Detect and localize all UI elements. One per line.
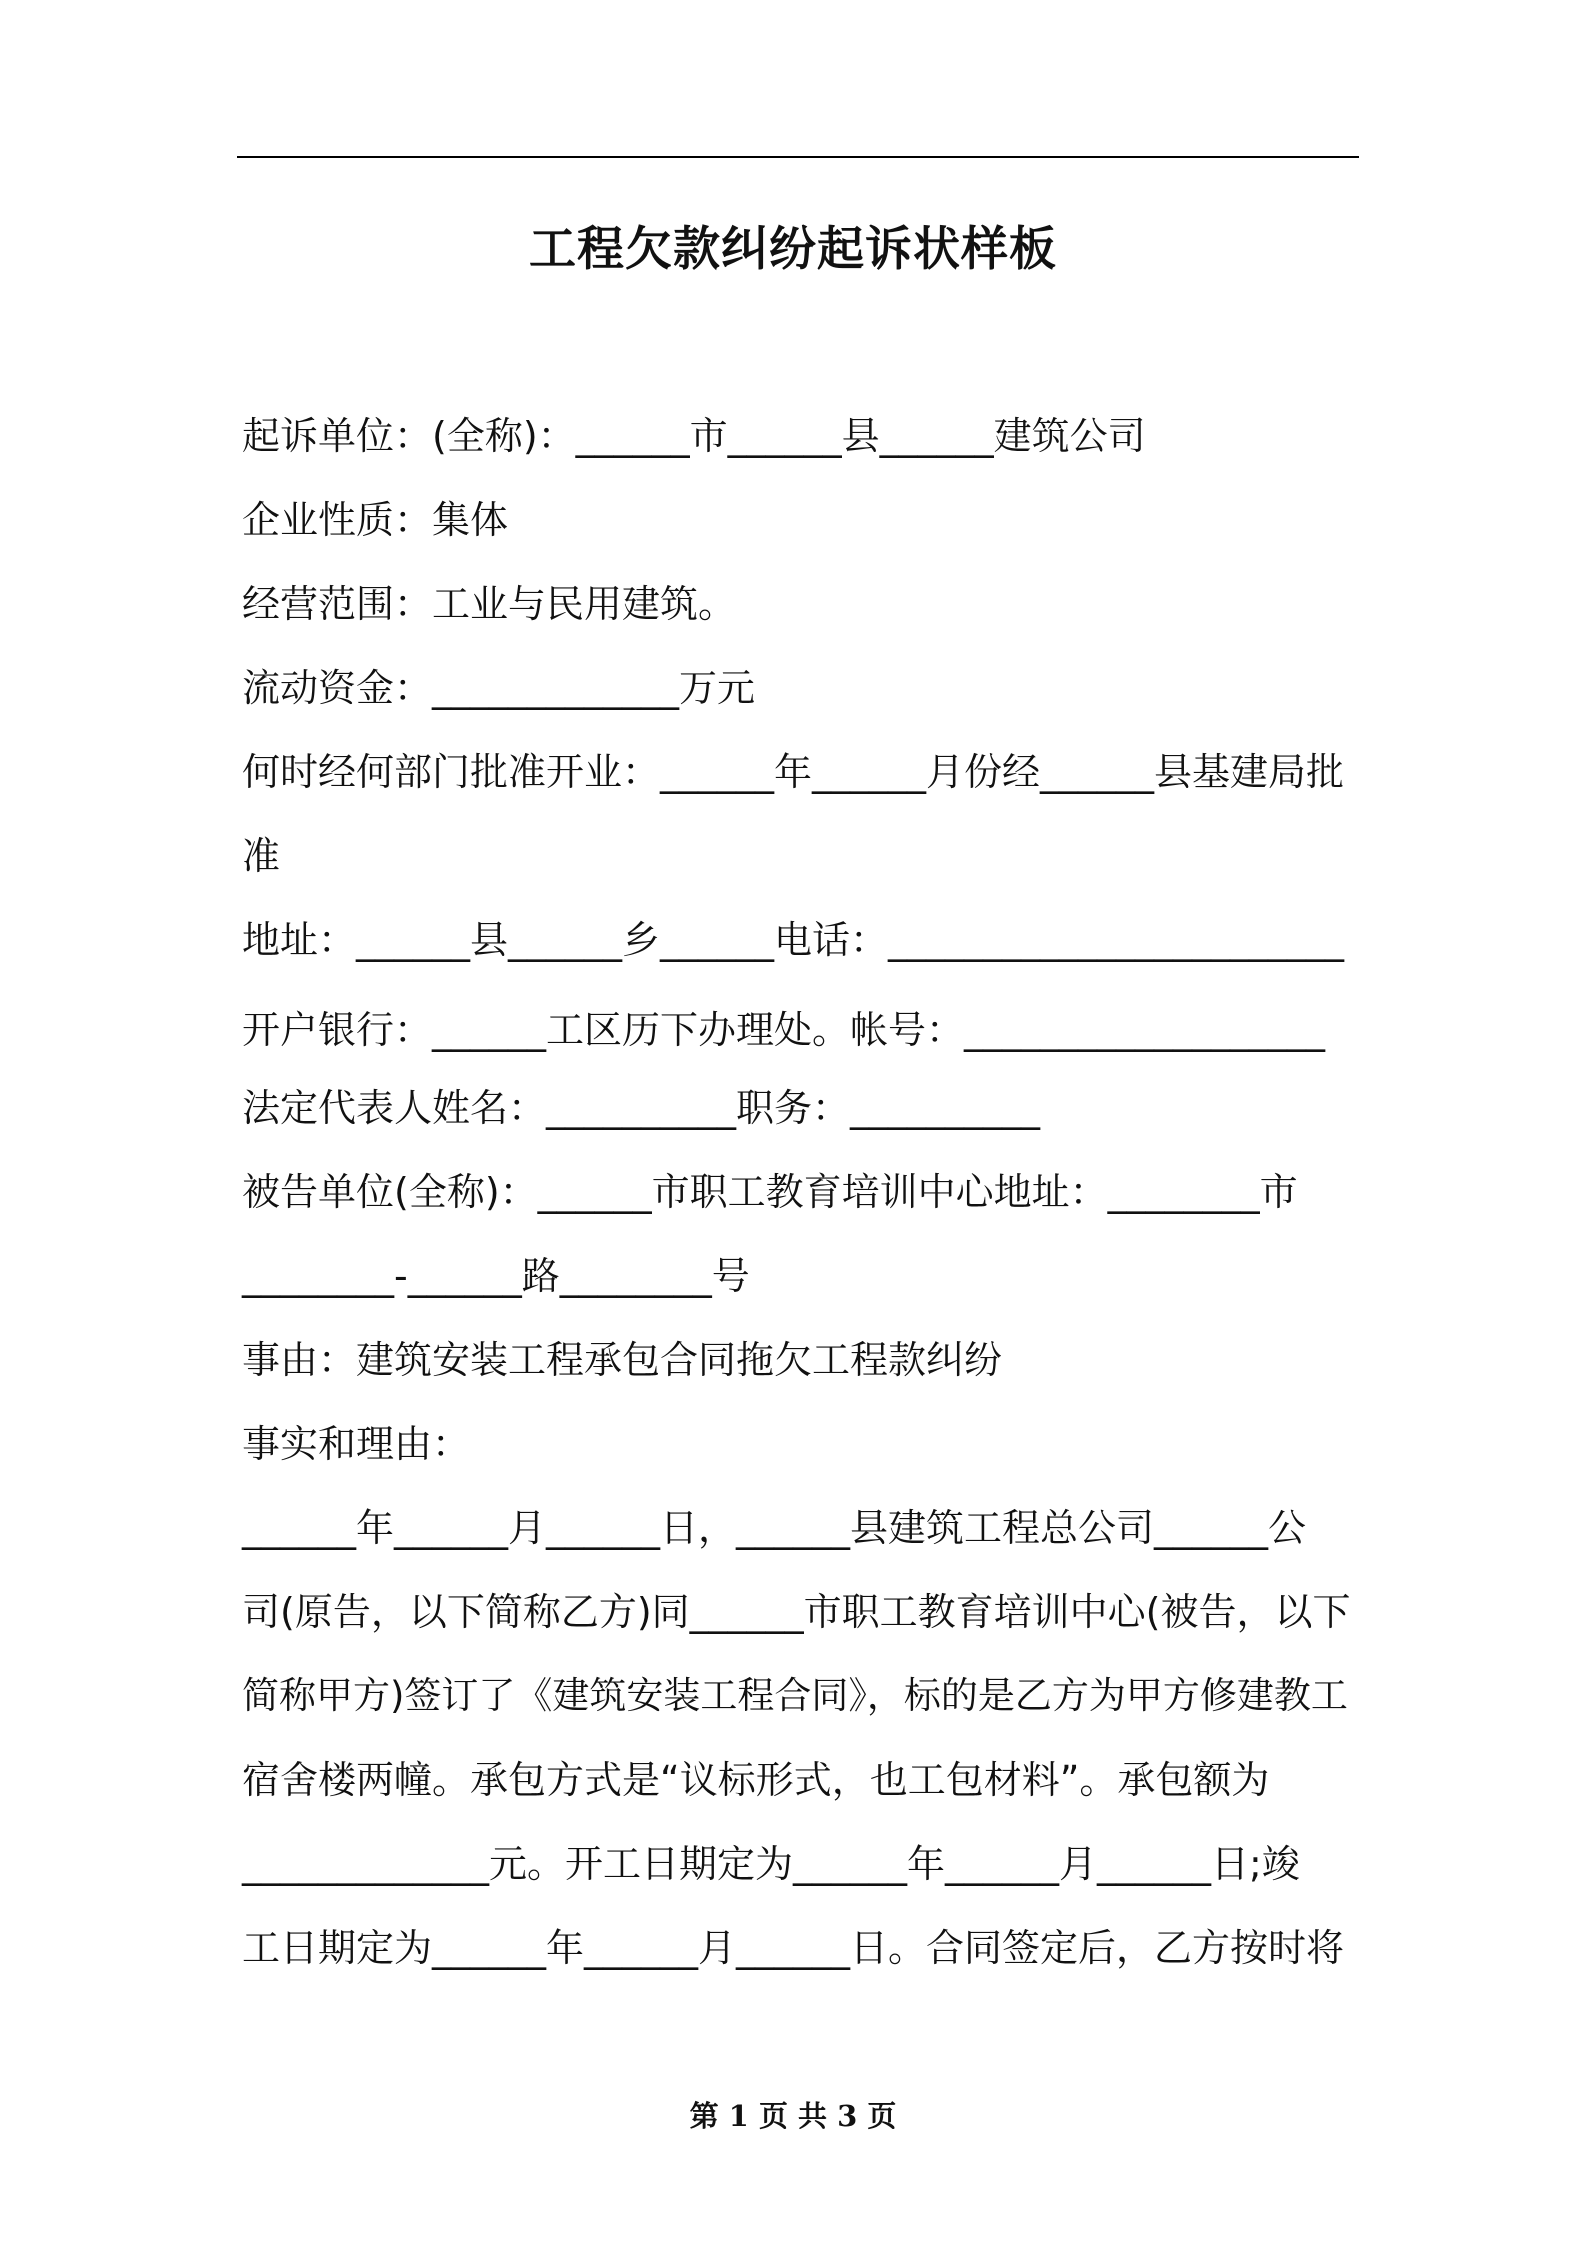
bank-account-line: 开户银行：______工区历下办理处。帐号：___________________ xyxy=(242,1008,1326,1052)
business-scope-line: 经营范围：工业与民用建筑。 xyxy=(242,582,737,626)
legal-rep-line: 法定代表人姓名：__________职务：__________ xyxy=(242,1086,1041,1130)
facts-heading: 事实和理由： xyxy=(242,1422,471,1466)
cause-line: 事由：建筑安装工程承包合同拖欠工程款纠纷 xyxy=(242,1338,1003,1382)
header-rule xyxy=(237,156,1359,158)
facts-paragraph-line: ______年______月______日，______县建筑工程总公司______公 xyxy=(242,1506,1307,1550)
facts-paragraph-line: 简称甲方)签订了《建筑安装工程合同》，标的是乙方为甲方修建教工 xyxy=(242,1674,1348,1717)
defendant-line: 被告单位(全称)：______市职工教育培训中心地址：________市 xyxy=(242,1170,1298,1214)
facts-paragraph-line: 工日期定为______年______月______日。合同签定后，乙方按时将 xyxy=(242,1926,1345,1970)
approval-line-cont: 准 xyxy=(242,834,281,878)
approval-line: 何时经何部门批准开业：______年______月份经______县基建局批 xyxy=(242,750,1345,794)
defendant-address-line: ________-______路________号 xyxy=(242,1254,750,1298)
address-phone-line: 地址：______县______乡______电话：________________________ xyxy=(242,918,1345,962)
facts-paragraph-line: 宿舍楼两幢。承包方式是“议标形式，也工包材料”。承包额为 xyxy=(242,1758,1270,1802)
facts-paragraph-line: _____________元。开工日期定为______年______月______日;竣 xyxy=(242,1842,1300,1886)
working-capital-line: 流动资金：_____________万元 xyxy=(242,666,756,710)
page-number: 第 1 页 共 3 页 xyxy=(689,2099,897,2133)
document-title: 工程欠款纠纷起诉状样板 xyxy=(529,222,1057,277)
plaintiff-line: 起诉单位：(全称)：______市______县______建筑公司 xyxy=(242,414,1146,458)
facts-paragraph-line: 司(原告，以下简称乙方)同______市职工教育培训中心(被告，以下 xyxy=(242,1590,1351,1634)
enterprise-type-line: 企业性质：集体 xyxy=(242,498,509,542)
